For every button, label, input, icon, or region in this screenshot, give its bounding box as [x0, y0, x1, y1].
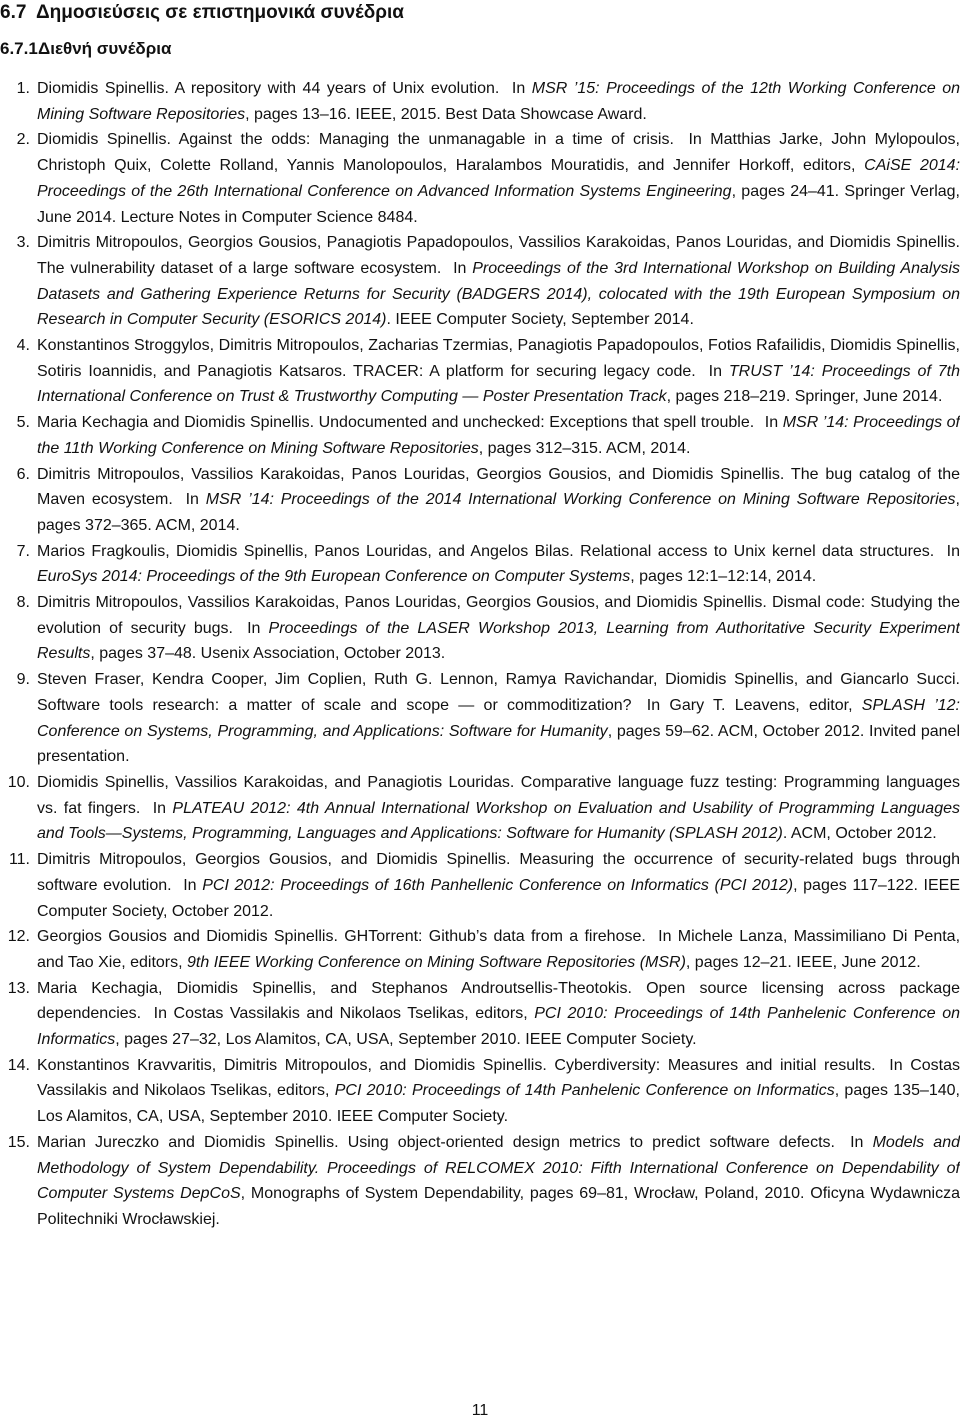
reference-authors: Diomidis Spinellis.: [37, 80, 169, 97]
reference-authors: Dimitris Mitropoulos, Georgios Gousios, and Diomidis Spinellis.: [37, 851, 511, 869]
reference-item: [0, 462, 960, 539]
reference-venue: Proceedings of the 3rd International Workshop on Building Analysis Datasets and Gathering Experience Returns for Security (BADGERS 2014), colocated with the 19th European Symposium on Research in Computer Security (ESORICS 2014): [37, 259, 960, 329]
reference-number: 1.: [16, 80, 30, 97]
reference-authors: Konstantinos Kravvaritis, Dimitris Mitropoulos, and Diomidis Spinellis.: [37, 1056, 547, 1074]
reference-number: 11.: [8, 851, 30, 869]
reference-title: A repository with 44 years of Unix evolution.: [174, 80, 500, 97]
reference-number: 8.: [16, 594, 30, 612]
reference-number: 15.: [7, 1133, 30, 1151]
reference-details: , pages 59–62. ACM, October 2012. Invited panel presentation.: [37, 722, 960, 766]
reference-title: The vulnerability dataset of a large software ecosystem.: [37, 259, 442, 277]
reference-venue: PCI 2012: Proceedings of 16th Panhellenic Conference on Informatics (PCI 2012): [202, 876, 794, 894]
reference-item: [0, 976, 960, 1053]
reference-prefix: In: [511, 80, 526, 97]
reference-authors: Diomidis Spinellis, Vassilios Karakoidas, and Panagiotis Louridas.: [37, 773, 515, 791]
reference-prefix: In Costas Vassilakis and Nikolaos Tselikas, editors,: [37, 1056, 960, 1100]
reference-item: [0, 76, 960, 127]
reference-title: Against the odds: Managing the unmanagable in a time of crisis.: [178, 131, 674, 149]
section-title: Δημοσιεύσεις σε επιστημονικά συνέδρια: [36, 2, 404, 23]
reference-list: [0, 76, 960, 1233]
reference-item: [0, 924, 960, 975]
reference-venue: EuroSys 2014: Proceedings of the 9th European Conference on Computer Systems: [37, 568, 631, 586]
reference-prefix: In Gary T. Leavens, editor,: [646, 696, 853, 714]
reference-number: 3.: [16, 234, 30, 252]
reference-item: [0, 333, 960, 410]
reference-title: The bug catalog of the Maven ecosystem.: [37, 465, 960, 509]
reference-venue: MSR ’14: Proceedings of the 11th Working Conference on Mining Software Repositories: [37, 414, 960, 457]
reference-prefix: In: [453, 259, 467, 277]
reference-venue: CAiSE 2014: Proceedings of the 26th International Conference on Advanced Information Systems Engineering: [37, 157, 960, 200]
reference-item: [0, 539, 960, 590]
reference-details: , pages 312–315. ACM, 2014.: [478, 439, 691, 457]
reference-item: [0, 1130, 960, 1233]
reference-title: Dismal code: Studying the evolution of security bugs.: [37, 594, 960, 637]
reference-title: GHTorrent: Github’s data from a firehose.: [344, 928, 646, 946]
reference-authors: Georgios Gousios and Diomidis Spinellis.: [37, 928, 338, 946]
reference-title: Undocumented and unchecked: Exceptions that spell trouble.: [318, 414, 755, 432]
reference-item: [0, 847, 960, 924]
reference-details: , Monographs of System Dependability, pages 69–81, Wrocław, Poland, 2010. Oficyna Wydawnicza Politechniki Wrocławskiej.: [37, 1185, 960, 1228]
reference-details: . IEEE Computer Society, September 2014.: [386, 311, 694, 329]
reference-title: Comparative language fuzz testing: Programming languages vs. fat fingers.: [37, 773, 960, 817]
reference-details: , pages 24–41. Springer Verlag, June 2014. Lecture Notes in Computer Science 8484.: [37, 182, 960, 226]
reference-prefix: In: [152, 799, 167, 817]
reference-details: . ACM, October 2012.: [782, 825, 937, 843]
reference-item: [0, 127, 960, 230]
reference-number: 5.: [16, 414, 30, 432]
reference-item: [0, 230, 960, 333]
reference-prefix: In Matthias Jarke, John Mylopoulos, Christoph Quix, Colette Rolland, Yannis Manolopoulos, Haralambos Mouratidis, and Jennifer Horkoff, editors,: [37, 131, 960, 175]
reference-number: 14.: [7, 1056, 30, 1074]
reference-venue: PCI 2010: Proceedings of 14th Panhelenic Conference on Informatics: [334, 1082, 835, 1100]
reference-title: Cyberdiversity: Measures and initial results.: [554, 1056, 876, 1074]
reference-venue: Models and Methodology of System Dependability. Proceedings of RELCOMEX 2010: Fifth International Conference on Dependability of Computer Systems DepCoS: [37, 1133, 960, 1203]
reference-number: 6.: [16, 465, 30, 483]
reference-details: , pages 218–219. Springer, June 2014.: [666, 388, 943, 406]
subsection-number: 6.7.1: [0, 39, 38, 58]
reference-prefix: In: [185, 491, 199, 509]
reference-authors: Marios Fragkoulis, Diomidis Spinellis, Panos Louridas, and Angelos Bilas.: [37, 542, 574, 560]
reference-authors: Dimitris Mitropoulos, Vassilios Karakoidas, Panos Louridas, Georgios Gousios, and Diomidis Spinellis.: [37, 465, 785, 483]
reference-authors: Marian Jureczko and Diomidis Spinellis.: [37, 1133, 339, 1151]
reference-item: [0, 667, 960, 770]
reference-item: [0, 410, 960, 461]
reference-details: , pages 27–32, Los Alamitos, CA, USA, September 2010. IEEE Computer Society.: [115, 1031, 697, 1049]
reference-prefix: In: [946, 542, 960, 560]
reference-details: , pages 12–21. IEEE, June 2012.: [685, 953, 921, 971]
reference-prefix: In: [247, 619, 261, 637]
reference-venue: TRUST ’14: Proceedings of 7th International Conference on Trust & Trustworthy Computing — Poster Presentation Track: [37, 362, 960, 406]
reference-authors: Konstantinos Stroggylos, Dimitris Mitropoulos, Zacharias Tzermias, Panagiotis Papadopoulos, Fotios Rafailidis, Diomidis Spinellis, Sotiris Ioannidis, and Panagiotis Katsaros.: [37, 337, 960, 380]
reference-number: 2.: [16, 131, 30, 149]
reference-title: Measuring the occurrence of security-related bugs through software evolution.: [37, 851, 960, 894]
reference-item: [0, 1053, 960, 1130]
reference-title: Relational access to Unix kernel data structures.: [580, 542, 935, 560]
reference-details: , pages 37–48. Usenix Association, October 2013.: [90, 645, 446, 663]
reference-title: Open source licensing across package dependencies.: [37, 979, 960, 1023]
reference-venue: SPLASH ’12: Conference on Systems, Programming, and Applications: Software for Humanity: [37, 696, 960, 740]
reference-details: , pages 372–365. ACM, 2014.: [37, 491, 960, 534]
subsection-heading: [0, 37, 171, 61]
reference-title: TRACER: A platform for securing legacy code.: [353, 362, 696, 380]
reference-number: 12.: [7, 928, 30, 946]
reference-authors: Dimitris Mitropoulos, Vassilios Karakoidas, Panos Louridas, Georgios Gousios, and Diomidis Spinellis.: [37, 594, 767, 612]
reference-authors: Maria Kechagia, Diomidis Spinellis, and Stephanos Androutsellis-Theotokis.: [37, 979, 632, 997]
section-number: 6.7: [0, 2, 27, 23]
reference-number: 10.: [7, 773, 30, 791]
reference-number: 4.: [16, 337, 30, 355]
reference-venue: PCI 2010: Proceedings of 14th Panhelenic Conference on Informatics: [37, 1005, 960, 1049]
reference-item: [0, 770, 960, 847]
reference-prefix: In: [764, 414, 779, 432]
reference-venue: PLATEAU 2012: 4th Annual International Workshop on Evaluation and Usability of Programming Languages and Tools—Systems, Programming, Languages and Applications: Software for Humanity (SPLASH 2012): [37, 799, 960, 843]
reference-item: [0, 590, 960, 667]
subsection-title: Διεθνή συνέδρια: [38, 39, 172, 58]
reference-prefix: In Michele Lanza, Massimiliano Di Penta, and Tao Xie, editors,: [37, 928, 960, 971]
reference-authors: Steven Fraser, Kendra Cooper, Jim Coplien, Ruth G. Lennon, Ramya Ravichandar, Diomidis Spinellis, and Giancarlo Succi.: [37, 671, 960, 689]
reference-title: Software tools research: a matter of scale and scope — or commoditization?: [37, 696, 632, 714]
page-number: 11: [471, 1402, 489, 1419]
reference-venue: 9th IEEE Working Conference on Mining Software Repositories (MSR): [187, 953, 686, 971]
reference-number: 7.: [16, 542, 30, 560]
reference-details: , pages 13–16. IEEE, 2015. Best Data Showcase Award.: [245, 105, 647, 123]
reference-title: Using object-oriented design metrics to predict software defects.: [347, 1133, 835, 1151]
reference-authors: Diomidis Spinellis.: [37, 131, 171, 149]
reference-prefix: In Costas Vassilakis and Nikolaos Tselikas, editors,: [153, 1005, 528, 1023]
reference-prefix: In: [183, 876, 197, 894]
reference-venue: MSR ’15: Proceedings of the 12th Working Conference on Mining Software Repositories: [37, 80, 960, 123]
reference-details: , pages 12:1–12:14, 2014.: [630, 568, 817, 586]
reference-number: 13.: [7, 979, 30, 997]
section-heading: [0, 0, 404, 26]
reference-number: 9.: [16, 671, 30, 689]
reference-venue: Proceedings of the LASER Workshop 2013, Learning from Authoritative Security Experiment Results: [37, 619, 960, 663]
reference-details: , pages 135–140, Los Alamitos, CA, USA, September 2010. IEEE Computer Society.: [37, 1082, 960, 1126]
reference-authors: Maria Kechagia and Diomidis Spinellis.: [37, 414, 315, 432]
reference-venue: MSR ’14: Proceedings of the 2014 International Working Conference on Mining Software Repositories: [205, 491, 956, 509]
reference-prefix: In: [850, 1133, 864, 1151]
reference-authors: Dimitris Mitropoulos, Georgios Gousios, Panagiotis Papadopoulos, Vassilios Karakoidas, Panos Louridas, and Diomidis Spinellis.: [37, 234, 960, 252]
reference-details: , pages 117–122. IEEE Computer Society, October 2012.: [37, 876, 960, 920]
reference-prefix: In: [708, 362, 722, 380]
